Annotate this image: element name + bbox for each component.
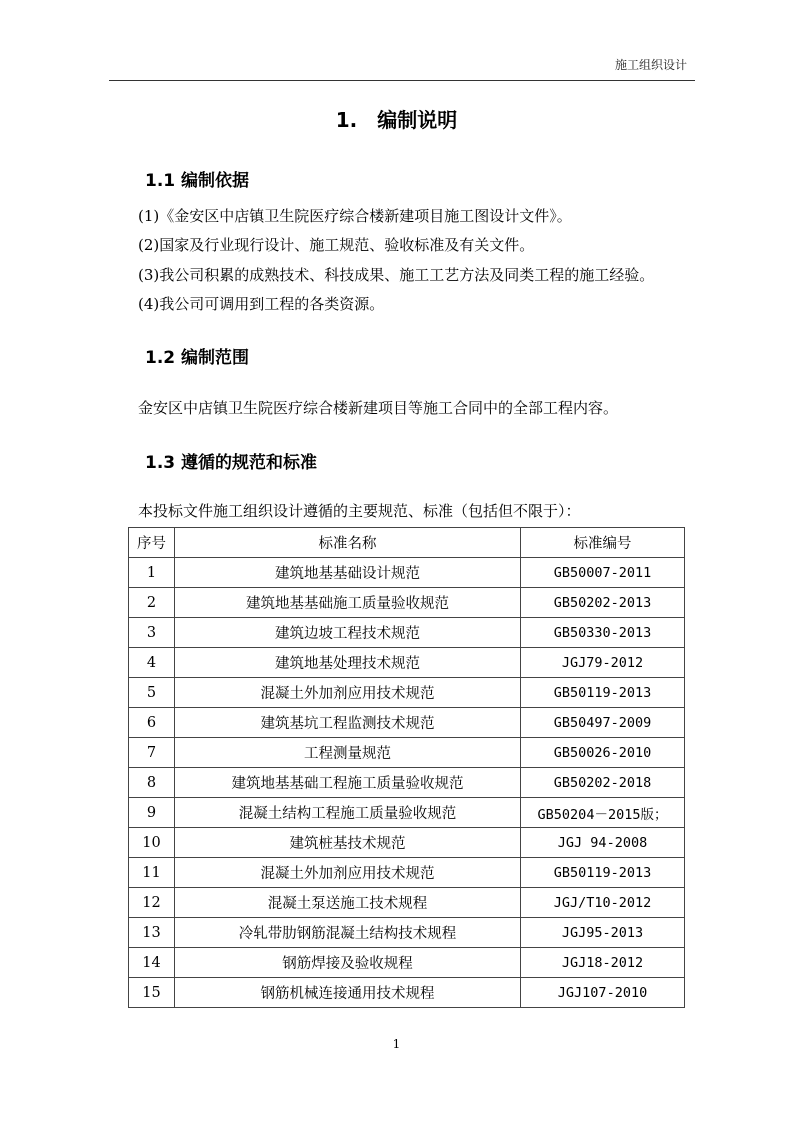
table-row xyxy=(129,888,685,918)
table-row xyxy=(129,918,685,948)
header-seq: 序号 xyxy=(129,528,175,558)
cell-seq: 15 xyxy=(129,978,175,1008)
cell-standard-name: 混凝土泵送施工技术规程 xyxy=(175,888,521,918)
cell-standard-code: GB50119-2013 xyxy=(521,858,685,888)
cell-standard-code: JGJ107-2010 xyxy=(521,978,685,1008)
table-row xyxy=(129,948,685,978)
cell-seq: 7 xyxy=(129,738,175,768)
table-row xyxy=(129,828,685,858)
cell-standard-name: 建筑地基基础工程施工质量验收规范 xyxy=(175,768,521,798)
running-header: 施工组织设计 xyxy=(614,58,687,72)
table-row xyxy=(129,858,685,888)
cell-standard-name: 工程测量规范 xyxy=(175,738,521,768)
table-row xyxy=(129,588,685,618)
cell-standard-code: GB50026-2010 xyxy=(521,738,685,768)
cell-standard-name: 钢筋机械连接通用技术规程 xyxy=(175,978,521,1008)
cell-standard-code: GB50330-2013 xyxy=(521,618,685,648)
cell-seq: 2 xyxy=(129,588,175,618)
cell-standard-name: 钢筋焊接及验收规程 xyxy=(175,948,521,978)
cell-standard-code: GB50007-2011 xyxy=(521,558,685,588)
cell-standard-code: GB50202-2018 xyxy=(521,768,685,798)
cell-standard-code: GB50497-2009 xyxy=(521,708,685,738)
cell-seq: 9 xyxy=(129,798,175,828)
section-title-basis: 1.1 编制依据 xyxy=(145,171,250,191)
cell-standard-code: GB50119-2013 xyxy=(521,678,685,708)
header-rule xyxy=(109,80,695,81)
cell-seq: 6 xyxy=(129,708,175,738)
basis-item-3: (3)我公司积累的成熟技术、科技成果、施工工艺方法及同类工程的施工经验。 xyxy=(138,266,655,284)
cell-standard-code: GB50204－2015版； xyxy=(521,798,685,828)
cell-seq: 5 xyxy=(129,678,175,708)
table-row xyxy=(129,618,685,648)
cell-standard-code: JGJ 94-2008 xyxy=(521,828,685,858)
cell-seq: 8 xyxy=(129,768,175,798)
cell-seq: 13 xyxy=(129,918,175,948)
header-name: 标准名称 xyxy=(175,528,521,558)
table-row xyxy=(129,678,685,708)
cell-seq: 14 xyxy=(129,948,175,978)
basis-item-4: (4)我公司可调用到工程的各类资源。 xyxy=(138,295,385,313)
cell-standard-name: 混凝土结构工程施工质量验收规范 xyxy=(175,798,521,828)
cell-standard-name: 混凝土外加剂应用技术规范 xyxy=(175,678,521,708)
cell-seq: 12 xyxy=(129,888,175,918)
cell-standard-code: JGJ95-2013 xyxy=(521,918,685,948)
cell-standard-name: 混凝土外加剂应用技术规范 xyxy=(175,858,521,888)
basis-item-2: (2)国家及行业现行设计、施工规范、验收标准及有关文件。 xyxy=(138,236,535,254)
header-code: 标准编号 xyxy=(521,528,685,558)
cell-standard-code: GB50202-2013 xyxy=(521,588,685,618)
table-row xyxy=(129,798,685,828)
cell-standard-name: 冷轧带肋钢筋混凝土结构技术规程 xyxy=(175,918,521,948)
cell-seq: 10 xyxy=(129,828,175,858)
table-row xyxy=(129,978,685,1008)
cell-standard-name: 建筑地基处理技术规范 xyxy=(175,648,521,678)
section-title-standards: 1.3 遵循的规范和标准 xyxy=(145,453,318,473)
cell-standard-name: 建筑基坑工程监测技术规范 xyxy=(175,708,521,738)
standards-table xyxy=(128,527,685,1008)
standards-intro: 本投标文件施工组织设计遵循的主要规范、标准（包括但不限于）： xyxy=(138,502,581,520)
basis-item-1: (1)《金安区中店镇卫生院医疗综合楼新建项目施工图设计文件》。 xyxy=(138,207,572,225)
table-header-row xyxy=(129,528,685,558)
table-row xyxy=(129,648,685,678)
cell-standard-name: 建筑桩基技术规范 xyxy=(175,828,521,858)
cell-standard-name: 建筑地基基础设计规范 xyxy=(175,558,521,588)
page-number: 1 xyxy=(392,1037,401,1051)
section-title-scope: 1.2 编制范围 xyxy=(145,348,250,368)
cell-standard-code: JGJ79-2012 xyxy=(521,648,685,678)
scope-text: 金安区中店镇卫生院医疗综合楼新建项目等施工合同中的全部工程内容。 xyxy=(138,399,619,417)
cell-seq: 4 xyxy=(129,648,175,678)
cell-seq: 1 xyxy=(129,558,175,588)
cell-standard-code: JGJ/T10-2012 xyxy=(521,888,685,918)
chapter-title: 1. 编制说明 xyxy=(335,108,458,132)
table-row xyxy=(129,738,685,768)
cell-standard-name: 建筑地基基础施工质量验收规范 xyxy=(175,588,521,618)
table-row xyxy=(129,708,685,738)
cell-seq: 11 xyxy=(129,858,175,888)
cell-seq: 3 xyxy=(129,618,175,648)
cell-standard-code: JGJ18-2012 xyxy=(521,948,685,978)
table-row xyxy=(129,558,685,588)
table-row xyxy=(129,768,685,798)
cell-standard-name: 建筑边坡工程技术规范 xyxy=(175,618,521,648)
